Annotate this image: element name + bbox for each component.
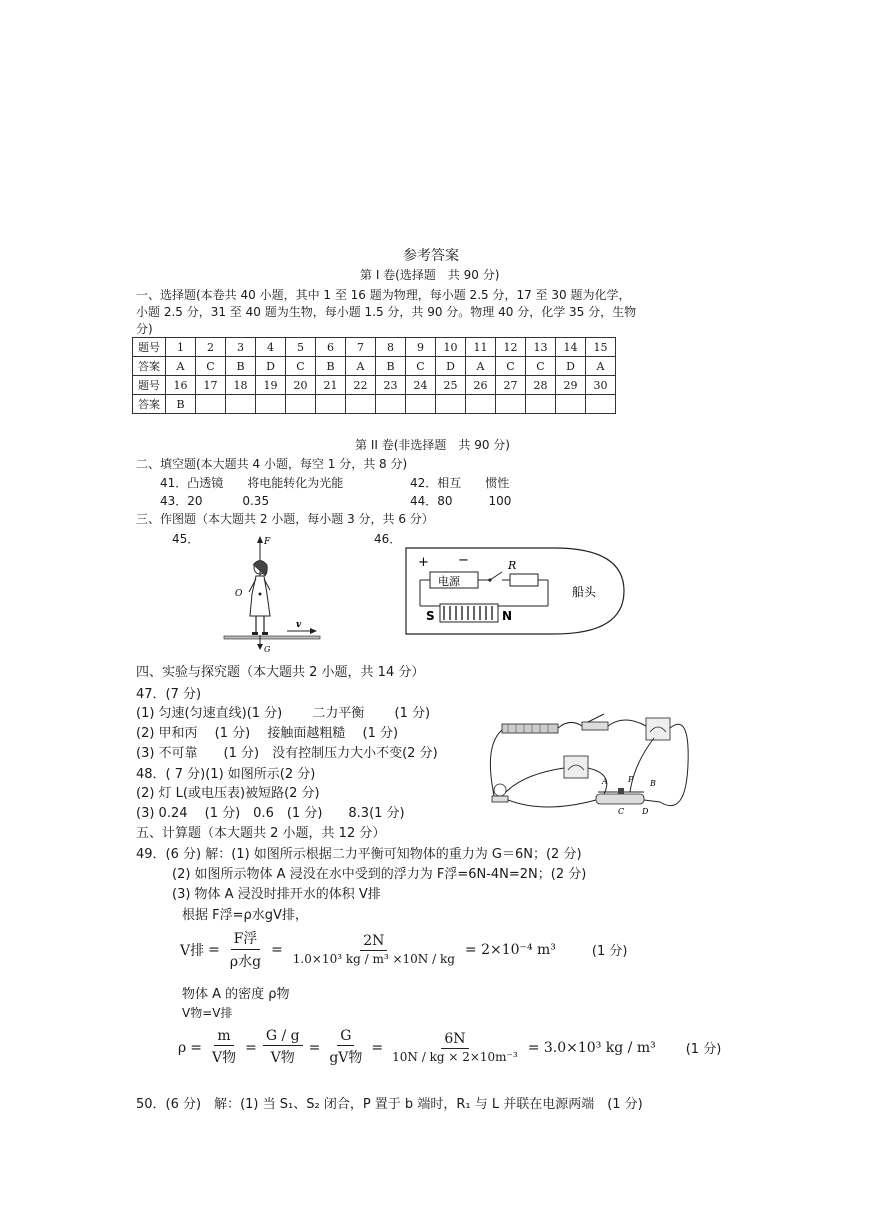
figure-48-experiment-circuit — [484, 704, 694, 822]
cell: B — [166, 395, 196, 414]
cell: 3 — [226, 338, 256, 357]
eq2-score: (1 分) — [685, 1042, 722, 1057]
cell: A — [166, 357, 196, 376]
cell: 23 — [376, 376, 406, 395]
cell: 19 — [256, 376, 286, 395]
cell: 20 — [286, 376, 316, 395]
cell: 15 — [586, 338, 616, 357]
cell: B — [316, 357, 346, 376]
row-header: 答案 — [133, 395, 166, 414]
terminal-C-label: C — [618, 807, 625, 816]
eq2-fraction-2 — [263, 1028, 303, 1067]
pole-S-label: S — [426, 609, 435, 623]
answer-43: 43．20 0.35 — [160, 494, 270, 508]
row-header: 题号 — [133, 338, 166, 357]
q49-part4: 根据 F浮=ρ水gV排， — [182, 908, 308, 923]
cell: C — [286, 357, 316, 376]
numerator: 6N — [441, 1031, 468, 1049]
sec3-heading: 三、作图题（本大题共 2 小题，每小题 3 分，共 6 分） — [136, 512, 434, 526]
q49-part1: 49．(6 分) 解：(1) 如图所示根据二力平衡可知物体的重力为 G＝6N；(2 分) — [136, 847, 582, 862]
minus-terminal-label: − — [458, 553, 469, 568]
cell: B — [226, 357, 256, 376]
cell — [346, 395, 376, 414]
cell: 21 — [316, 376, 346, 395]
resistor-R-label: R — [508, 559, 517, 572]
cell: 25 — [436, 376, 466, 395]
eq1-result: = 2×10⁻⁴ m³ — [464, 941, 556, 958]
figure-46-ship-circuit — [404, 546, 626, 636]
numerator: G / g — [263, 1028, 303, 1046]
denominator: ρ水g — [229, 954, 262, 970]
terminal-A-label: A — [602, 777, 608, 786]
cell: A — [466, 357, 496, 376]
numerator: m — [214, 1028, 233, 1046]
denominator: gV物 — [329, 1050, 363, 1066]
cell — [496, 395, 526, 414]
cell: 24 — [406, 376, 436, 395]
eq1-fraction-1 — [227, 928, 264, 971]
velocity-v-label: v — [296, 620, 302, 630]
q47-title: 47．(7 分) — [136, 687, 202, 702]
sec5-heading: 五、计算题（本大题共 2 小题，共 12 分） — [136, 826, 386, 841]
cell: 7 — [346, 338, 376, 357]
cell: A — [586, 357, 616, 376]
cell — [586, 395, 616, 414]
table-row — [133, 376, 616, 395]
cell: 12 — [496, 338, 526, 357]
cell: 22 — [346, 376, 376, 395]
sec2-heading: 二、填空题(本大题共 4 小题，每空 1 分，共 8 分) — [136, 457, 408, 471]
ship-bow-label: 船头 — [572, 585, 597, 599]
cell: 6 — [316, 338, 346, 357]
cell: 18 — [226, 376, 256, 395]
power-source-label: 电源 — [438, 575, 460, 588]
equation-volume: V排 = $\frac{\text{F浮}}{\text{ρ水g}}$ = $\frac{2N}{\text{1.0×10³ kg / m³ ×10N / kg}}$ = 2×10⁻⁴ m³ (1 分) — [180, 928, 627, 971]
cell: 27 — [496, 376, 526, 395]
sec1-line1: 一、选择题(本卷共 40 小题，其中 1 至 16 题为物理，每小题 2.5 分，17 至 30 题为化学， — [136, 288, 631, 302]
numerator: G — [337, 1028, 354, 1046]
eq2-fraction-1 — [209, 1028, 239, 1067]
sec1-line2: 小题 2.5 分，31 至 40 题为生物，每小题 1.5 分，共 90 分。物理 40 分，化学 35 分，生物 — [136, 305, 637, 319]
slider-P-label: P — [628, 775, 634, 784]
q47-part1: (1) 匀速(匀速直线)(1 分) 二力平衡 (1 分) — [136, 706, 431, 721]
eq2-fraction-4 — [389, 1031, 521, 1064]
cell: C — [526, 357, 556, 376]
equation-density: ρ = $\frac{m}{\text{V物}}$ = $\frac{G / g}{\text{V物}}$ = $\frac{G}{\text{gV物}}$ = $\frac{6N}{\text{10N / kg × 2×10m⁻³}}$ = 3.0×10³ kg / m³ (1 分) — [178, 1028, 722, 1066]
cell — [316, 395, 346, 414]
eq1-lhs: V排 — [180, 942, 205, 959]
force-G-label: G — [264, 645, 271, 654]
q47-part3: (3) 不可靠 (1 分) 没有控制压力大小不变(2 分) — [136, 746, 438, 761]
q49-part2: (2) 如图所示物体 A 浸没在水中受到的浮力为 F浮=6N-4N=2N；(2 分) — [172, 867, 587, 882]
q47-part2: (2) 甲和丙 (1 分) 接触面越粗糙 (1 分) — [136, 726, 399, 741]
cell — [226, 395, 256, 414]
numerator: F浮 — [231, 928, 261, 950]
cell: 2 — [196, 338, 226, 357]
eq2-lhs: ρ — [178, 1039, 187, 1056]
page-title: 参考答案 — [403, 248, 459, 264]
figure-45-force-diagram — [222, 532, 322, 654]
eq1-fraction-2 — [290, 933, 458, 966]
denominator: 1.0×10³ kg / m³ ×10N / kg — [292, 952, 455, 966]
cell — [196, 395, 226, 414]
cell: 5 — [286, 338, 316, 357]
eq2-result: = 3.0×10³ kg / m³ — [527, 1039, 656, 1056]
cell: A — [346, 357, 376, 376]
cell: 1 — [166, 338, 196, 357]
volume-1-title: 第 I 卷(选择题 共 90 分) — [360, 268, 500, 282]
answer-table — [132, 337, 616, 414]
cell: 30 — [586, 376, 616, 395]
cell: B — [376, 357, 406, 376]
cell: 13 — [526, 338, 556, 357]
cell: C — [406, 357, 436, 376]
point-O-label: O — [235, 589, 243, 599]
cell: 17 — [196, 376, 226, 395]
cell: C — [496, 357, 526, 376]
terminal-D-label: D — [642, 807, 649, 816]
cell: C — [196, 357, 226, 376]
cell: 4 — [256, 338, 286, 357]
table-row — [133, 395, 616, 414]
numerator: 2N — [360, 933, 387, 951]
answer-45-label: 45． — [172, 532, 200, 546]
denominator: 10N / kg × 2×10m⁻³ — [392, 1050, 518, 1064]
answer-44: 44．80 100 — [410, 494, 512, 508]
eq2-fraction-3 — [326, 1028, 365, 1067]
denominator: V物 — [270, 1050, 295, 1066]
cell: D — [256, 357, 286, 376]
sec4-heading: 四、实验与探究题（本大题共 2 小题，共 14 分） — [136, 665, 425, 680]
cell: 29 — [556, 376, 586, 395]
cell: 26 — [466, 376, 496, 395]
q48-title: 48．( 7 分)(1) 如图所示(2 分) — [136, 767, 316, 782]
answer-46-label: 46． — [374, 532, 402, 546]
table-row — [133, 357, 616, 376]
volume-2-title: 第 II 卷(非选择题 共 90 分) — [355, 438, 510, 452]
row-header: 答案 — [133, 357, 166, 376]
cell: D — [436, 357, 466, 376]
q49-part5: 物体 A 的密度 ρ物 — [182, 987, 290, 1002]
terminal-B-label: B — [650, 779, 656, 788]
table-row — [133, 338, 616, 357]
answer-42: 42．相互 惯性 — [410, 476, 510, 490]
cell: 9 — [406, 338, 436, 357]
q48-part2: (2) 灯 L(或电压表)被短路(2 分) — [136, 786, 320, 801]
cell: 14 — [556, 338, 586, 357]
sec1-line3: 分) — [136, 322, 153, 336]
cell: 10 — [436, 338, 466, 357]
cell: D — [556, 357, 586, 376]
pole-N-label: N — [502, 609, 513, 623]
cell: 16 — [166, 376, 196, 395]
cell — [436, 395, 466, 414]
cell: 11 — [466, 338, 496, 357]
cell — [466, 395, 496, 414]
q48-part3: (3) 0.24 (1 分) 0.6 (1 分) 8.3(1 分) — [136, 806, 405, 821]
force-F-label: F — [264, 537, 271, 547]
q50-part1: 50．(6 分) 解：(1) 当 S₁、S₂ 闭合，P 置于 b 端时，R₁ 与 L 并联在电源两端 (1 分) — [136, 1097, 643, 1112]
cell — [526, 395, 556, 414]
cell: 28 — [526, 376, 556, 395]
cell: 8 — [376, 338, 406, 357]
cell — [556, 395, 586, 414]
q49-part3: (3) 物体 A 浸没时排开水的体积 V排 — [172, 887, 381, 902]
eq1-score: (1 分) — [591, 944, 628, 959]
row-header: 题号 — [133, 376, 166, 395]
cell — [286, 395, 316, 414]
denominator: V物 — [211, 1050, 237, 1066]
cell — [376, 395, 406, 414]
plus-terminal-label: + — [418, 555, 429, 570]
q49-part6: V物=V排 — [182, 1006, 233, 1020]
cell — [256, 395, 286, 414]
cell — [406, 395, 436, 414]
answer-41: 41．凸透镜 将电能转化为光能 — [160, 476, 344, 490]
